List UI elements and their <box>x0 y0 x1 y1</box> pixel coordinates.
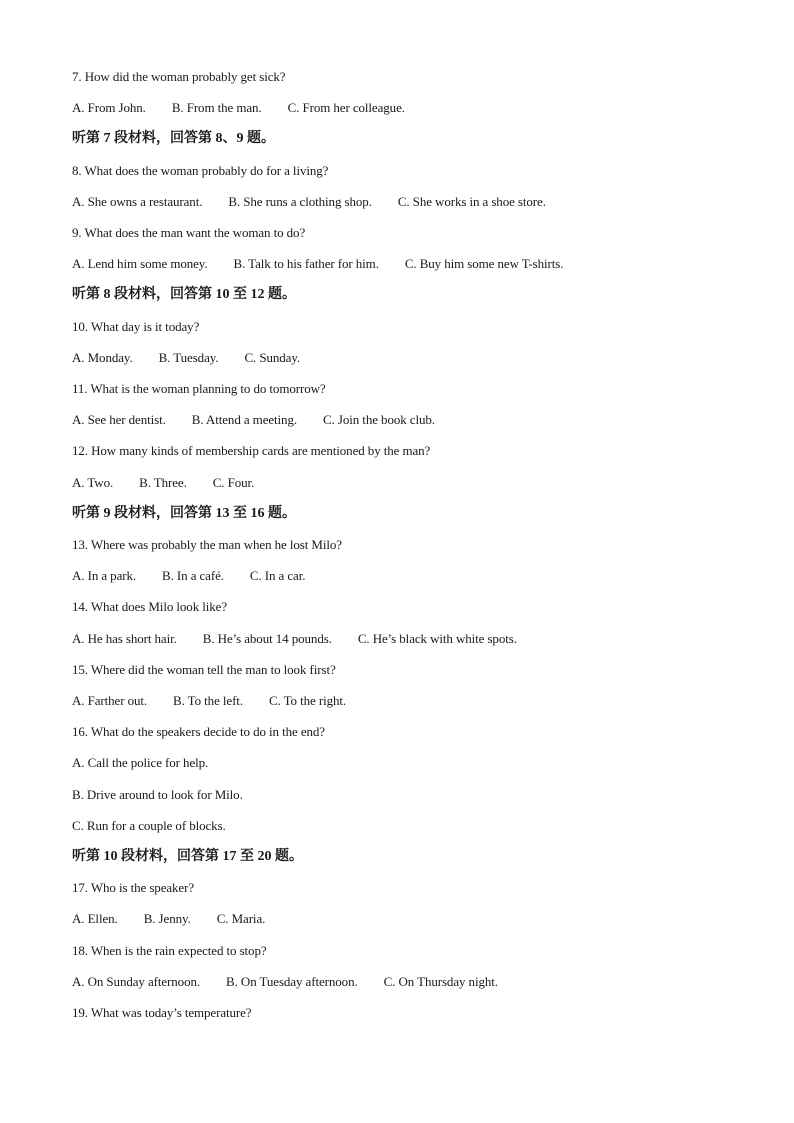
answer-option: C. She works in a shoe store. <box>397 193 546 209</box>
question-text: 16. What do the speakers decide to do in the end? <box>72 724 325 740</box>
answer-option: A. On Sunday afternoon. <box>72 973 201 989</box>
answer-option: B. Talk to his father for him. <box>233 256 379 272</box>
answer-options <box>72 194 572 210</box>
answer-option: B. To the left. <box>173 693 243 708</box>
answer-options <box>72 100 431 116</box>
question-text: 19. What was today’s temperature? <box>72 1005 252 1020</box>
question-text: 9. What does the man want the woman to do? <box>72 225 306 240</box>
answer-option: A. Ellen. <box>72 911 118 927</box>
question-text: 18. When is the rain expected to stop? <box>72 942 267 958</box>
answer-option: B. From the man. <box>171 100 262 116</box>
answer-option: B. Attend a meeting. <box>191 412 298 428</box>
section-heading: 听第 10 段材料，回答第 17 至 20 题。 <box>72 849 303 864</box>
answer-option: C. Sunday. <box>244 349 301 365</box>
question-text: 14. What does Milo look like? <box>72 599 228 615</box>
answer-option: A. Two. <box>72 474 114 490</box>
answer-option: A. She owns a restaurant. <box>72 193 203 209</box>
answer-options <box>72 475 280 491</box>
answer-option: C. From her colleague. <box>287 100 405 116</box>
answer-option: C. To the right. <box>268 693 347 708</box>
answer-option: B. She runs a clothing shop. <box>228 193 372 209</box>
answer-option: B. Tuesday. <box>158 349 219 365</box>
answer-options <box>72 974 524 990</box>
question-text: A. Call the police for help. <box>72 755 209 771</box>
answer-option: B. Jenny. <box>143 911 191 927</box>
answer-option: C. Maria. <box>216 911 266 927</box>
answer-option: A. See her dentist. <box>72 412 166 428</box>
answer-options <box>72 256 589 272</box>
answer-option: C. In a car. <box>249 568 306 584</box>
answer-options <box>72 568 331 584</box>
answer-option: A. Farther out. <box>72 693 148 708</box>
answer-options <box>72 412 461 428</box>
answer-option: A. Monday. <box>72 349 133 365</box>
section-heading: 听第 8 段材料，回答第 10 至 12 题。 <box>72 287 296 303</box>
question-text: C. Run for a couple of blocks. <box>72 817 226 833</box>
question-text: 11. What is the woman planning to do tomorrow? <box>72 381 326 396</box>
answer-options <box>72 693 372 709</box>
question-text: 13. Where was probably the man when he lost Milo? <box>72 537 342 552</box>
answer-options <box>72 350 326 366</box>
question-text: 10. What day is it today? <box>72 318 200 334</box>
answer-option: C. Join the book club. <box>323 412 435 428</box>
answer-options <box>72 631 543 647</box>
answer-option: A. From John. <box>72 100 146 116</box>
question-text: B. Drive around to look for Milo. <box>72 786 243 802</box>
answer-option: A. He has short hair. <box>72 630 177 646</box>
question-text: 12. How many kinds of membership cards are mentioned by the man? <box>72 443 431 459</box>
section-heading: 听第 7 段材料，回答第 8、9 题。 <box>72 131 275 147</box>
answer-options <box>72 911 291 927</box>
answer-option: B. Three. <box>139 474 187 490</box>
answer-option: A. In a park. <box>72 568 137 584</box>
answer-option: A. Lend him some money. <box>72 256 208 272</box>
answer-option: B. He’s about 14 pounds. <box>202 630 332 646</box>
answer-option: C. He’s black with white spots. <box>357 630 517 646</box>
question-text: 8. What does the woman probably do for a living? <box>72 162 329 178</box>
answer-option: B. On Tuesday afternoon. <box>226 973 358 989</box>
question-text: 17. Who is the speaker? <box>72 880 195 896</box>
answer-option: C. Four. <box>212 474 255 490</box>
question-text: 7. How did the woman probably get sick? <box>72 69 286 84</box>
answer-option: B. In a café. <box>162 568 224 584</box>
question-text: 15. Where did the woman tell the man to look first? <box>72 661 336 677</box>
section-heading: 听第 9 段材料，回答第 13 至 16 题。 <box>72 505 296 521</box>
answer-option: C. On Thursday night. <box>383 973 498 989</box>
answer-option: C. Buy him some new T-shirts. <box>404 256 564 272</box>
